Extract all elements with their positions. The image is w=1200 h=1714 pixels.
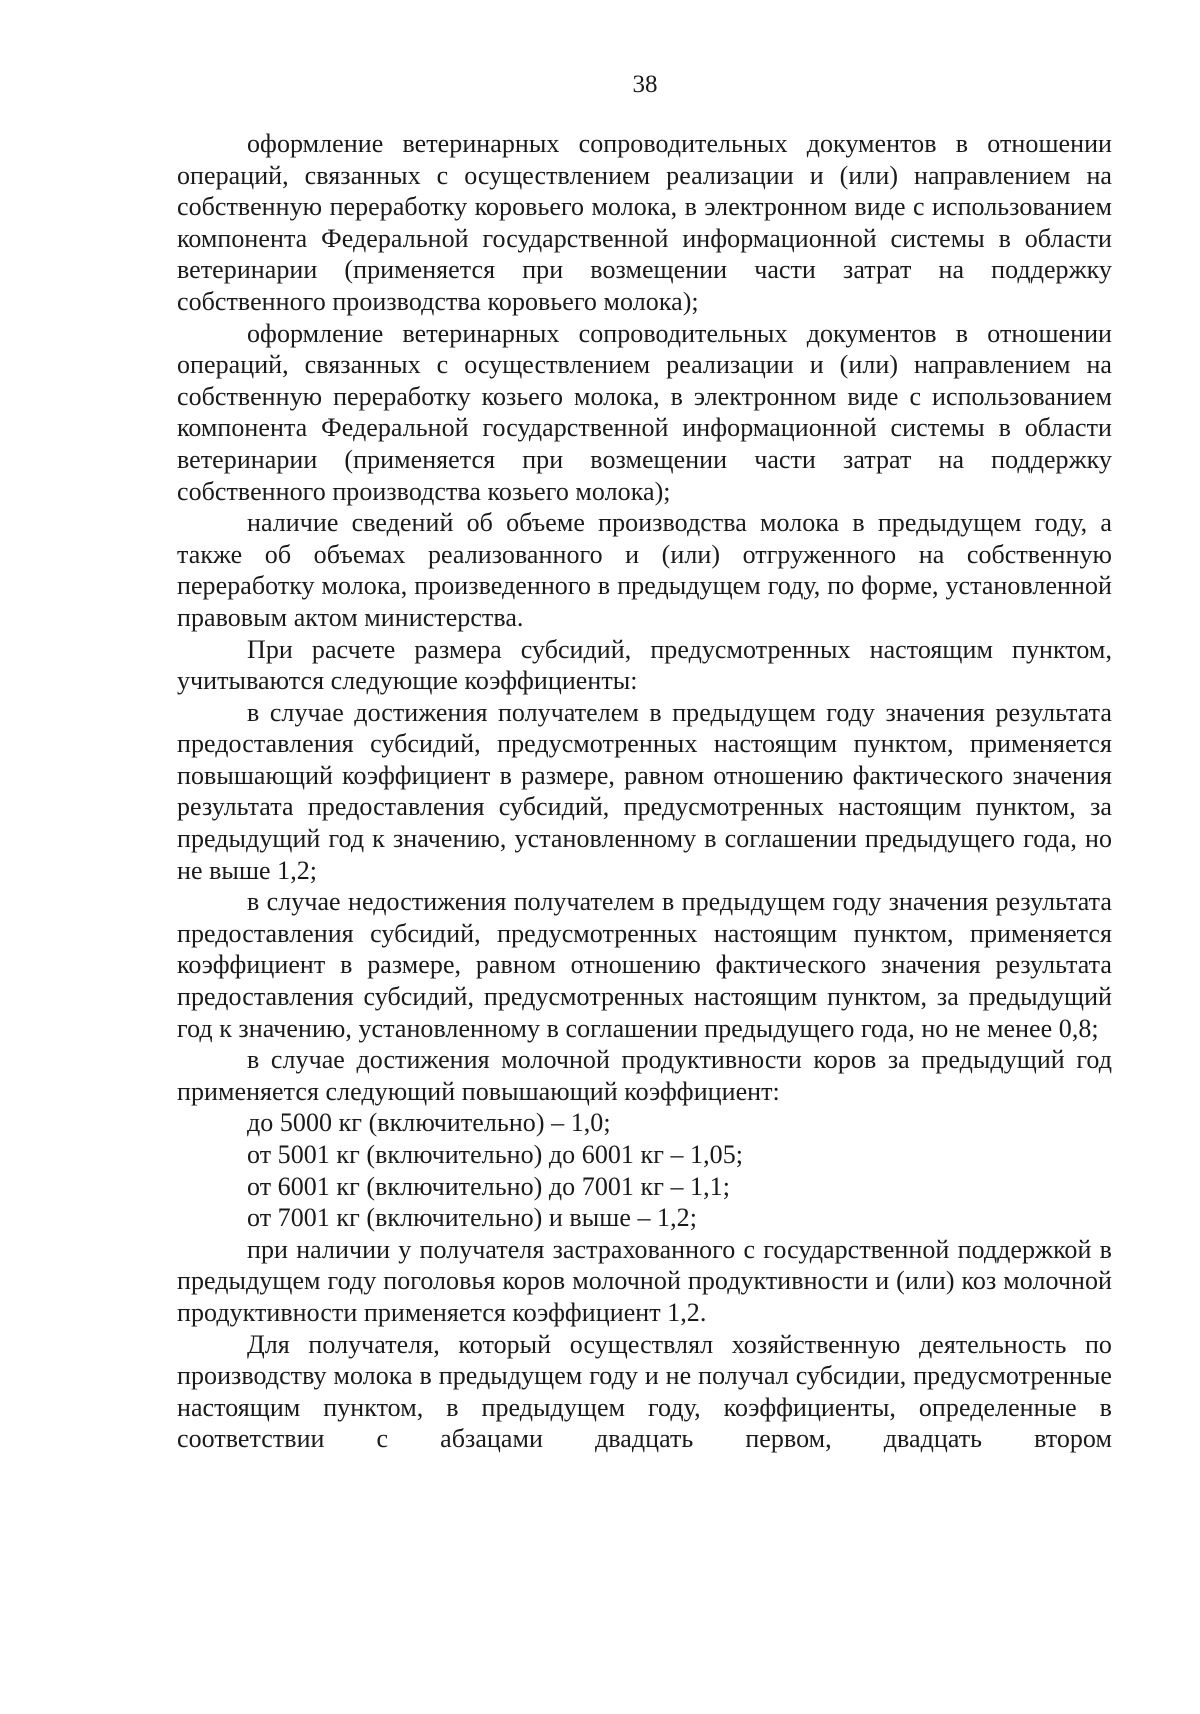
list-item-up-to-5000: до 5000 кг (включительно) – 1,0; — [247, 1108, 611, 1138]
paragraph-new-recipient: Для получателя, который осуществлял хозяйственную деятельность по производству молока в предыдущем году и не получал субсидии, предусмотренные настоящим пунктом, в предыдущем году, коэффициенты, определенные в соответствии с абзацами двадцать первом, двадцать втором — [177, 1329, 1112, 1454]
document-body — [177, 128, 1112, 1455]
paragraph-achievement-coefficient: в случае достижения получателем в предыдущем году значения результата предоставления субсидий, предусмотренных настоящим пунктом, применяется повышающий коэффициент в размере, равном отношению фактического значения результата предоставления субсидий, предусмотренных настоящим пунктом, за предыдущий год к значению, установленному в соглашении предыдущего года, но не выше 1,2; — [177, 697, 1112, 885]
list-item-7001-and-above: от 7001 кг (включительно) и выше – 1,2; — [247, 1203, 697, 1233]
paragraph-coefficients-intro: При расчете размера субсидий, предусмотренных настоящим пунктом, учитываются следующие коэффициенты: — [177, 634, 1112, 696]
list-item-6001-7001: от 6001 кг (включительно) до 7001 кг – 1,1; — [247, 1171, 730, 1201]
list-item-5001-6001: от 5001 кг (включительно) до 6001 кг – 1,05; — [247, 1140, 744, 1169]
paragraph-productivity-coefficient: в случае достижения молочной продуктивности коров за предыдущий год применяется следующий повышающий коэффициент: — [177, 1045, 1112, 1106]
paragraph-vet-docs-goat-milk: оформление ветеринарных сопроводительных документов в отношении операций, связанных с осуществлением реализации и (или) направлением на собственную переработку козьего молока, в электронном виде с использованием компонента Федеральной государственной информационной системы в области ветеринарии (применяется при возмещении части затрат на поддержку собственного производства козьего молока); — [177, 318, 1112, 506]
page-number: 38 — [632, 71, 658, 98]
paragraph-vet-docs-cow-milk: оформление ветеринарных сопроводительных документов в отношении операций, связанных с осуществлением реализации и (или) направлением на собственную переработку коровьего молока, в электронном виде с использованием компонента Федеральной государственной информационной системы в области ветеринарии (применяется при возмещении части затрат на поддержку собственного производства коровьего молока); — [177, 129, 1112, 316]
paragraph-non-achievement-coefficient: в случае недостижения получателем в предыдущем году значения результата предоставления субсидий, предусмотренных настоящим пунктом, применяется коэффициент в размере, равном отношению фактического значения результата предоставления субсидий, предусмотренных настоящим пунктом, за предыдущий год к значению, установленному в соглашении предыдущего года, но не менее 0,8; — [177, 887, 1112, 1043]
paragraph-insurance-coefficient: при наличии у получателя застрахованного с государственной поддержкой в предыдущем году поголовья коров молочной продуктивности и (или) коз молочной продуктивности применяется коэффициент 1,2. — [177, 1234, 1112, 1327]
paragraph-production-volume: наличие сведений об объеме производства молока в предыдущем году, а также об объемах реализованного и (или) отгруженного на собственную переработку молока, произведенного в предыдущем году, по форме, установленной правовым актом министерства. — [177, 508, 1112, 632]
